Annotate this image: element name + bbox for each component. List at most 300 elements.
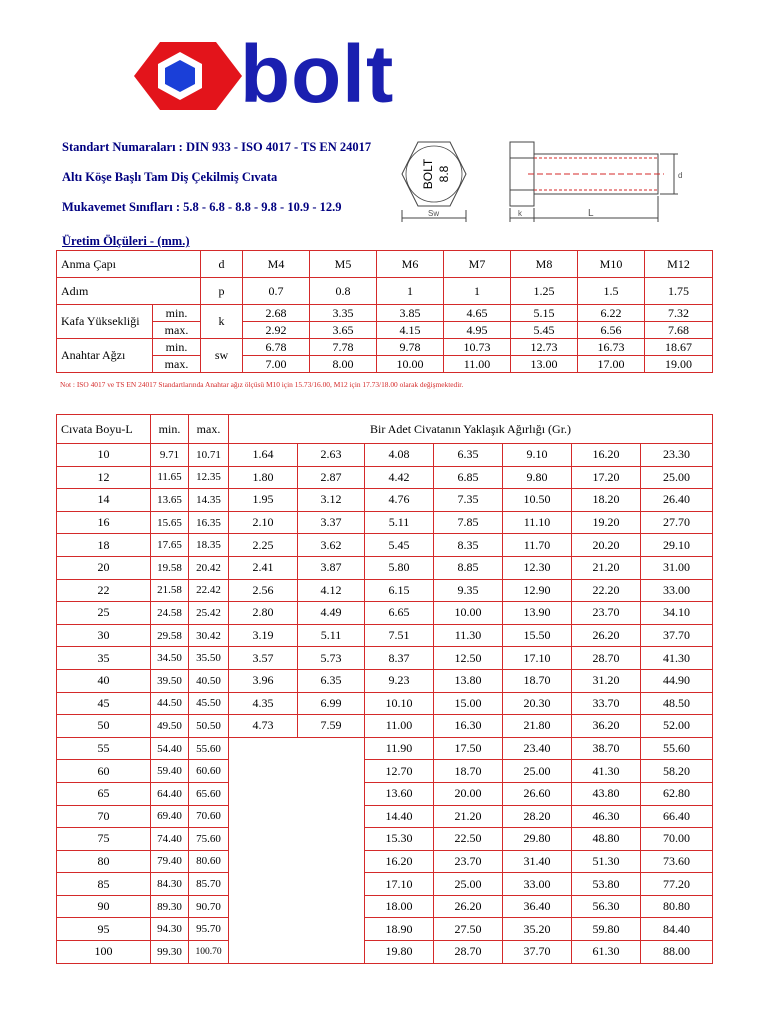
empty-cell bbox=[229, 828, 298, 851]
length-cell: 14 bbox=[57, 489, 151, 512]
min-cell: 11.65 bbox=[151, 466, 189, 489]
weight-cell: 28.20 bbox=[503, 805, 572, 828]
min-cell: 94.30 bbox=[151, 918, 189, 941]
wrench-max-cell: 7.00 bbox=[243, 356, 310, 373]
weight-cell: 3.87 bbox=[298, 556, 365, 579]
weight-cell: 31.20 bbox=[572, 669, 641, 692]
min-cell: 15.65 bbox=[151, 511, 189, 534]
weight-cell: 46.30 bbox=[572, 805, 641, 828]
weight-cell: 17.10 bbox=[365, 873, 434, 896]
weight-cell: 70.00 bbox=[641, 828, 713, 851]
max-cell: 70.60 bbox=[189, 805, 229, 828]
weight-cell: 16.20 bbox=[572, 444, 641, 467]
weight-cell: 6.35 bbox=[298, 669, 365, 692]
table-row bbox=[57, 624, 713, 647]
head-max-cell: 2.92 bbox=[243, 322, 310, 339]
weight-cell: 8.35 bbox=[434, 534, 503, 557]
production-title: Üretim Ölçüleri - (mm.) bbox=[62, 234, 190, 248]
max-cell: 25.42 bbox=[189, 602, 229, 625]
pitch-cell: 1.25 bbox=[511, 278, 578, 305]
min-cell: 9.71 bbox=[151, 444, 189, 467]
max-cell: 65.60 bbox=[189, 782, 229, 805]
table-row bbox=[57, 715, 713, 738]
table-row bbox=[57, 918, 713, 941]
weight-cell: 17.50 bbox=[434, 737, 503, 760]
max-cell: 90.70 bbox=[189, 895, 229, 918]
weight-cell: 1.64 bbox=[229, 444, 298, 467]
weight-cell: 26.20 bbox=[572, 624, 641, 647]
table-row bbox=[57, 466, 713, 489]
min-cell: 74.40 bbox=[151, 828, 189, 851]
empty-cell bbox=[298, 805, 365, 828]
empty-cell bbox=[229, 941, 298, 964]
head-max-cell: 4.95 bbox=[444, 322, 511, 339]
weight-cell: 6.65 bbox=[365, 602, 434, 625]
weight-cell: 4.76 bbox=[365, 489, 434, 512]
wrench-min-cell: 16.73 bbox=[578, 339, 645, 356]
weight-cell: 88.00 bbox=[641, 941, 713, 964]
bolt-technical-drawing bbox=[398, 134, 688, 226]
length-cell: 12 bbox=[57, 466, 151, 489]
weight-cell: 52.00 bbox=[641, 715, 713, 738]
head-min-cell: 5.15 bbox=[511, 305, 578, 322]
length-header: Cıvata Boyu-L bbox=[57, 415, 151, 444]
weight-cell: 25.00 bbox=[641, 466, 713, 489]
wrench-max-cell: 8.00 bbox=[310, 356, 377, 373]
empty-cell bbox=[298, 895, 365, 918]
weight-header: Bir Adet Civatanın Yaklaşık Ağırlığı (Gr.) bbox=[229, 415, 713, 444]
weight-cell: 38.70 bbox=[572, 737, 641, 760]
weight-cell: 37.70 bbox=[641, 624, 713, 647]
weight-cell: 35.20 bbox=[503, 918, 572, 941]
table-row bbox=[57, 828, 713, 851]
weight-cell: 21.80 bbox=[503, 715, 572, 738]
head-min-cell: 7.32 bbox=[645, 305, 713, 322]
head-height-label: Kafa Yüksekliği bbox=[57, 305, 153, 339]
length-cell: 25 bbox=[57, 602, 151, 625]
table-row bbox=[57, 579, 713, 602]
pitch-cell: 1.75 bbox=[645, 278, 713, 305]
weight-cell: 31.00 bbox=[641, 556, 713, 579]
weight-cell: 80.80 bbox=[641, 895, 713, 918]
max-cell: 45.50 bbox=[189, 692, 229, 715]
weight-cell: 4.42 bbox=[365, 466, 434, 489]
weight-cell: 28.70 bbox=[434, 941, 503, 964]
standards-line: Standart Numaraları : DIN 933 - ISO 4017 - TS EN 24017 bbox=[62, 140, 372, 154]
length-cell: 50 bbox=[57, 715, 151, 738]
weight-cell: 58.20 bbox=[641, 760, 713, 783]
min-cell: 99.30 bbox=[151, 941, 189, 964]
wrench-max-cell: 11.00 bbox=[444, 356, 511, 373]
label-L: L bbox=[588, 208, 594, 219]
weight-cell: 23.70 bbox=[572, 602, 641, 625]
max-cell: 60.60 bbox=[189, 760, 229, 783]
production-dimensions-table bbox=[56, 250, 713, 373]
weight-cell: 20.00 bbox=[434, 782, 503, 805]
empty-cell bbox=[298, 760, 365, 783]
head-mark-grade: 8.8 bbox=[437, 165, 451, 183]
table-row bbox=[57, 556, 713, 579]
weight-cell: 9.80 bbox=[503, 466, 572, 489]
table-row bbox=[57, 489, 713, 512]
empty-cell bbox=[229, 895, 298, 918]
weight-cell: 19.20 bbox=[572, 511, 641, 534]
length-cell: 65 bbox=[57, 782, 151, 805]
weight-cell: 10.10 bbox=[365, 692, 434, 715]
head-max-cell: 3.65 bbox=[310, 322, 377, 339]
weight-cell: 5.11 bbox=[298, 624, 365, 647]
weight-cell: 13.90 bbox=[503, 602, 572, 625]
table-row bbox=[57, 873, 713, 896]
weight-cell: 12.90 bbox=[503, 579, 572, 602]
standards-note: Not : ISO 4017 ve TS EN 24017 Standartlarında Anahtar ağız ölçüsü M10 için 15.73/16.00, M12 için 17.73/18.00 olarak değişmektedir. bbox=[60, 380, 464, 389]
empty-cell bbox=[229, 850, 298, 873]
wrench-min-cell: 7.78 bbox=[310, 339, 377, 356]
weight-cell: 9.35 bbox=[434, 579, 503, 602]
weights-table bbox=[56, 414, 713, 964]
weight-cell: 15.30 bbox=[365, 828, 434, 851]
weight-cell: 12.70 bbox=[365, 760, 434, 783]
table-row bbox=[57, 850, 713, 873]
weight-cell: 2.10 bbox=[229, 511, 298, 534]
length-cell: 95 bbox=[57, 918, 151, 941]
weight-cell: 26.20 bbox=[434, 895, 503, 918]
length-cell: 60 bbox=[57, 760, 151, 783]
length-cell: 40 bbox=[57, 669, 151, 692]
min-cell: 59.40 bbox=[151, 760, 189, 783]
head-height-max-row bbox=[57, 322, 713, 339]
wrench-min-cell: 10.73 bbox=[444, 339, 511, 356]
head-height-min-row bbox=[57, 305, 713, 322]
min-cell: 29.58 bbox=[151, 624, 189, 647]
min-cell: 49.50 bbox=[151, 715, 189, 738]
weight-cell: 11.70 bbox=[503, 534, 572, 557]
table-row bbox=[57, 782, 713, 805]
head-max-cell: 7.68 bbox=[645, 322, 713, 339]
weight-cell: 1.95 bbox=[229, 489, 298, 512]
empty-cell bbox=[229, 782, 298, 805]
weight-cell: 36.20 bbox=[572, 715, 641, 738]
weight-cell: 6.35 bbox=[434, 444, 503, 467]
wrench-symbol: sw bbox=[201, 339, 243, 373]
weight-cell: 36.40 bbox=[503, 895, 572, 918]
wrench-max-cell: 13.00 bbox=[511, 356, 578, 373]
size-cell: M8 bbox=[511, 251, 578, 278]
empty-cell bbox=[298, 737, 365, 760]
weight-cell: 43.80 bbox=[572, 782, 641, 805]
weight-cell: 73.60 bbox=[641, 850, 713, 873]
length-cell: 70 bbox=[57, 805, 151, 828]
label-sw: Sw bbox=[428, 209, 440, 218]
weight-cell: 34.10 bbox=[641, 602, 713, 625]
weight-cell: 14.40 bbox=[365, 805, 434, 828]
weight-cell: 3.62 bbox=[298, 534, 365, 557]
max-cell: 40.50 bbox=[189, 669, 229, 692]
weight-cell: 2.56 bbox=[229, 579, 298, 602]
wrench-max-row bbox=[57, 356, 713, 373]
wrench-min-cell: 12.73 bbox=[511, 339, 578, 356]
min-cell: 24.58 bbox=[151, 602, 189, 625]
weight-cell: 22.50 bbox=[434, 828, 503, 851]
table-row bbox=[57, 737, 713, 760]
length-cell: 10 bbox=[57, 444, 151, 467]
pitch-cell: 0.8 bbox=[310, 278, 377, 305]
empty-cell bbox=[298, 850, 365, 873]
weight-cell: 27.70 bbox=[641, 511, 713, 534]
length-cell: 20 bbox=[57, 556, 151, 579]
weight-cell: 5.73 bbox=[298, 647, 365, 670]
weight-cell: 37.70 bbox=[503, 941, 572, 964]
pitch-symbol: p bbox=[201, 278, 243, 305]
length-cell: 22 bbox=[57, 579, 151, 602]
head-min-cell: 2.68 bbox=[243, 305, 310, 322]
wrench-min-row bbox=[57, 339, 713, 356]
table-row bbox=[57, 534, 713, 557]
weight-cell: 41.30 bbox=[572, 760, 641, 783]
weight-cell: 2.87 bbox=[298, 466, 365, 489]
weight-cell: 16.20 bbox=[365, 850, 434, 873]
length-cell: 85 bbox=[57, 873, 151, 896]
table-row bbox=[57, 647, 713, 670]
min-cell: 79.40 bbox=[151, 850, 189, 873]
weight-cell: 27.50 bbox=[434, 918, 503, 941]
max-header: max. bbox=[189, 415, 229, 444]
weight-cell: 8.37 bbox=[365, 647, 434, 670]
weight-cell: 5.45 bbox=[365, 534, 434, 557]
min-cell: 44.50 bbox=[151, 692, 189, 715]
weight-cell: 23.70 bbox=[434, 850, 503, 873]
size-cell: M7 bbox=[444, 251, 511, 278]
weight-cell: 4.35 bbox=[229, 692, 298, 715]
head-min-cell: 3.85 bbox=[377, 305, 444, 322]
weight-cell: 51.30 bbox=[572, 850, 641, 873]
weight-cell: 7.59 bbox=[298, 715, 365, 738]
wrench-max-cell: 10.00 bbox=[377, 356, 444, 373]
length-cell: 55 bbox=[57, 737, 151, 760]
length-cell: 30 bbox=[57, 624, 151, 647]
weight-cell: 11.90 bbox=[365, 737, 434, 760]
min-cell: 21.58 bbox=[151, 579, 189, 602]
min-label: min. bbox=[153, 305, 201, 322]
weight-cell: 6.85 bbox=[434, 466, 503, 489]
table-row bbox=[57, 669, 713, 692]
weight-cell: 77.20 bbox=[641, 873, 713, 896]
empty-cell bbox=[229, 760, 298, 783]
weight-cell: 3.37 bbox=[298, 511, 365, 534]
min-cell: 34.50 bbox=[151, 647, 189, 670]
min-cell: 39.50 bbox=[151, 669, 189, 692]
wrench-max-cell: 19.00 bbox=[645, 356, 713, 373]
empty-cell bbox=[298, 873, 365, 896]
head-max-cell: 6.56 bbox=[578, 322, 645, 339]
weight-cell: 12.30 bbox=[503, 556, 572, 579]
weight-cell: 29.10 bbox=[641, 534, 713, 557]
label-d: d bbox=[678, 171, 683, 180]
table-row bbox=[57, 941, 713, 964]
weight-cell: 3.96 bbox=[229, 669, 298, 692]
min-cell: 84.30 bbox=[151, 873, 189, 896]
table-row bbox=[57, 602, 713, 625]
weight-cell: 15.50 bbox=[503, 624, 572, 647]
max-cell: 85.70 bbox=[189, 873, 229, 896]
min-cell: 69.40 bbox=[151, 805, 189, 828]
pitch-cell: 1.5 bbox=[578, 278, 645, 305]
weight-cell: 17.10 bbox=[503, 647, 572, 670]
weight-cell: 48.80 bbox=[572, 828, 641, 851]
wrench-min-cell: 18.67 bbox=[645, 339, 713, 356]
nominal-symbol: d bbox=[201, 251, 243, 278]
weight-cell: 66.40 bbox=[641, 805, 713, 828]
size-cell: M5 bbox=[310, 251, 377, 278]
pitch-cell: 1 bbox=[444, 278, 511, 305]
length-cell: 35 bbox=[57, 647, 151, 670]
size-cell: M10 bbox=[578, 251, 645, 278]
weight-cell: 22.20 bbox=[572, 579, 641, 602]
weight-cell: 19.80 bbox=[365, 941, 434, 964]
length-cell: 45 bbox=[57, 692, 151, 715]
max-cell: 100.70 bbox=[189, 941, 229, 964]
weight-cell: 5.11 bbox=[365, 511, 434, 534]
size-cell: M12 bbox=[645, 251, 713, 278]
table-row bbox=[57, 444, 713, 467]
wrench-max-cell: 17.00 bbox=[578, 356, 645, 373]
pitch-cell: 0.7 bbox=[243, 278, 310, 305]
empty-cell bbox=[298, 941, 365, 964]
empty-cell bbox=[229, 873, 298, 896]
weight-cell: 15.00 bbox=[434, 692, 503, 715]
weight-cell: 12.50 bbox=[434, 647, 503, 670]
min-cell: 89.30 bbox=[151, 895, 189, 918]
weight-cell: 11.10 bbox=[503, 511, 572, 534]
max-cell: 95.70 bbox=[189, 918, 229, 941]
weight-cell: 17.20 bbox=[572, 466, 641, 489]
weight-cell: 61.30 bbox=[572, 941, 641, 964]
weight-cell: 4.49 bbox=[298, 602, 365, 625]
weight-cell: 23.40 bbox=[503, 737, 572, 760]
nominal-row bbox=[57, 251, 713, 278]
hex-logo-icon bbox=[132, 40, 242, 112]
weight-cell: 62.80 bbox=[641, 782, 713, 805]
weight-cell: 3.12 bbox=[298, 489, 365, 512]
weight-cell: 8.85 bbox=[434, 556, 503, 579]
min-cell: 17.65 bbox=[151, 534, 189, 557]
weight-cell: 11.00 bbox=[365, 715, 434, 738]
weight-cell: 5.80 bbox=[365, 556, 434, 579]
max-cell: 35.50 bbox=[189, 647, 229, 670]
max-cell: 55.60 bbox=[189, 737, 229, 760]
pitch-cell: 1 bbox=[377, 278, 444, 305]
weight-cell: 9.10 bbox=[503, 444, 572, 467]
max-cell: 16.35 bbox=[189, 511, 229, 534]
weight-cell: 16.30 bbox=[434, 715, 503, 738]
nominal-label: Anma Çapı bbox=[57, 251, 201, 278]
weight-cell: 28.70 bbox=[572, 647, 641, 670]
weight-cell: 7.51 bbox=[365, 624, 434, 647]
weight-cell: 33.00 bbox=[641, 579, 713, 602]
min-cell: 54.40 bbox=[151, 737, 189, 760]
head-height-symbol: k bbox=[201, 305, 243, 339]
max-cell: 12.35 bbox=[189, 466, 229, 489]
length-cell: 100 bbox=[57, 941, 151, 964]
weight-cell: 13.80 bbox=[434, 669, 503, 692]
head-max-cell: 4.15 bbox=[377, 322, 444, 339]
empty-cell bbox=[298, 782, 365, 805]
weight-cell: 25.00 bbox=[434, 873, 503, 896]
head-min-cell: 6.22 bbox=[578, 305, 645, 322]
weight-cell: 59.80 bbox=[572, 918, 641, 941]
wrench-min-cell: 9.78 bbox=[377, 339, 444, 356]
head-max-cell: 5.45 bbox=[511, 322, 578, 339]
weight-cell: 26.60 bbox=[503, 782, 572, 805]
max-cell: 80.60 bbox=[189, 850, 229, 873]
min-cell: 19.58 bbox=[151, 556, 189, 579]
weight-cell: 7.35 bbox=[434, 489, 503, 512]
weight-cell: 25.00 bbox=[503, 760, 572, 783]
weight-cell: 53.80 bbox=[572, 873, 641, 896]
min-cell: 64.40 bbox=[151, 782, 189, 805]
empty-cell bbox=[229, 918, 298, 941]
max-cell: 22.42 bbox=[189, 579, 229, 602]
empty-cell bbox=[298, 918, 365, 941]
label-k: k bbox=[518, 209, 522, 218]
weight-cell: 56.30 bbox=[572, 895, 641, 918]
weight-cell: 4.73 bbox=[229, 715, 298, 738]
length-cell: 90 bbox=[57, 895, 151, 918]
weight-cell: 6.15 bbox=[365, 579, 434, 602]
weight-cell: 48.50 bbox=[641, 692, 713, 715]
length-cell: 16 bbox=[57, 511, 151, 534]
weight-cell: 2.63 bbox=[298, 444, 365, 467]
weight-cell: 13.60 bbox=[365, 782, 434, 805]
length-cell: 75 bbox=[57, 828, 151, 851]
empty-cell bbox=[229, 805, 298, 828]
weight-cell: 23.30 bbox=[641, 444, 713, 467]
table-row bbox=[57, 511, 713, 534]
max-cell: 30.42 bbox=[189, 624, 229, 647]
max-label: max. bbox=[153, 356, 201, 373]
table-row bbox=[57, 760, 713, 783]
weight-cell: 2.25 bbox=[229, 534, 298, 557]
weight-cell: 84.40 bbox=[641, 918, 713, 941]
weight-cell: 4.12 bbox=[298, 579, 365, 602]
min-cell: 13.65 bbox=[151, 489, 189, 512]
weight-cell: 4.08 bbox=[365, 444, 434, 467]
table-row bbox=[57, 692, 713, 715]
weight-cell: 1.80 bbox=[229, 466, 298, 489]
min-header: min. bbox=[151, 415, 189, 444]
min-label: min. bbox=[153, 339, 201, 356]
bolt-logo bbox=[132, 29, 462, 120]
length-cell: 18 bbox=[57, 534, 151, 557]
weight-cell: 9.23 bbox=[365, 669, 434, 692]
weight-cell: 20.30 bbox=[503, 692, 572, 715]
max-cell: 75.60 bbox=[189, 828, 229, 851]
head-min-cell: 4.65 bbox=[444, 305, 511, 322]
wrench-label: Anahtar Ağzı bbox=[57, 339, 153, 373]
strength-classes-line: Mukavemet Sınıfları : 5.8 - 6.8 - 8.8 - 9.8 - 10.9 - 12.9 bbox=[62, 200, 342, 214]
brand-wordmark: bolt bbox=[240, 29, 395, 120]
weight-cell: 29.80 bbox=[503, 828, 572, 851]
weight-cell: 7.85 bbox=[434, 511, 503, 534]
weight-cell: 2.80 bbox=[229, 602, 298, 625]
size-cell: M4 bbox=[243, 251, 310, 278]
max-label: max. bbox=[153, 322, 201, 339]
weight-cell: 18.70 bbox=[503, 669, 572, 692]
table-row bbox=[57, 805, 713, 828]
max-cell: 14.35 bbox=[189, 489, 229, 512]
weight-cell: 33.00 bbox=[503, 873, 572, 896]
max-cell: 10.71 bbox=[189, 444, 229, 467]
